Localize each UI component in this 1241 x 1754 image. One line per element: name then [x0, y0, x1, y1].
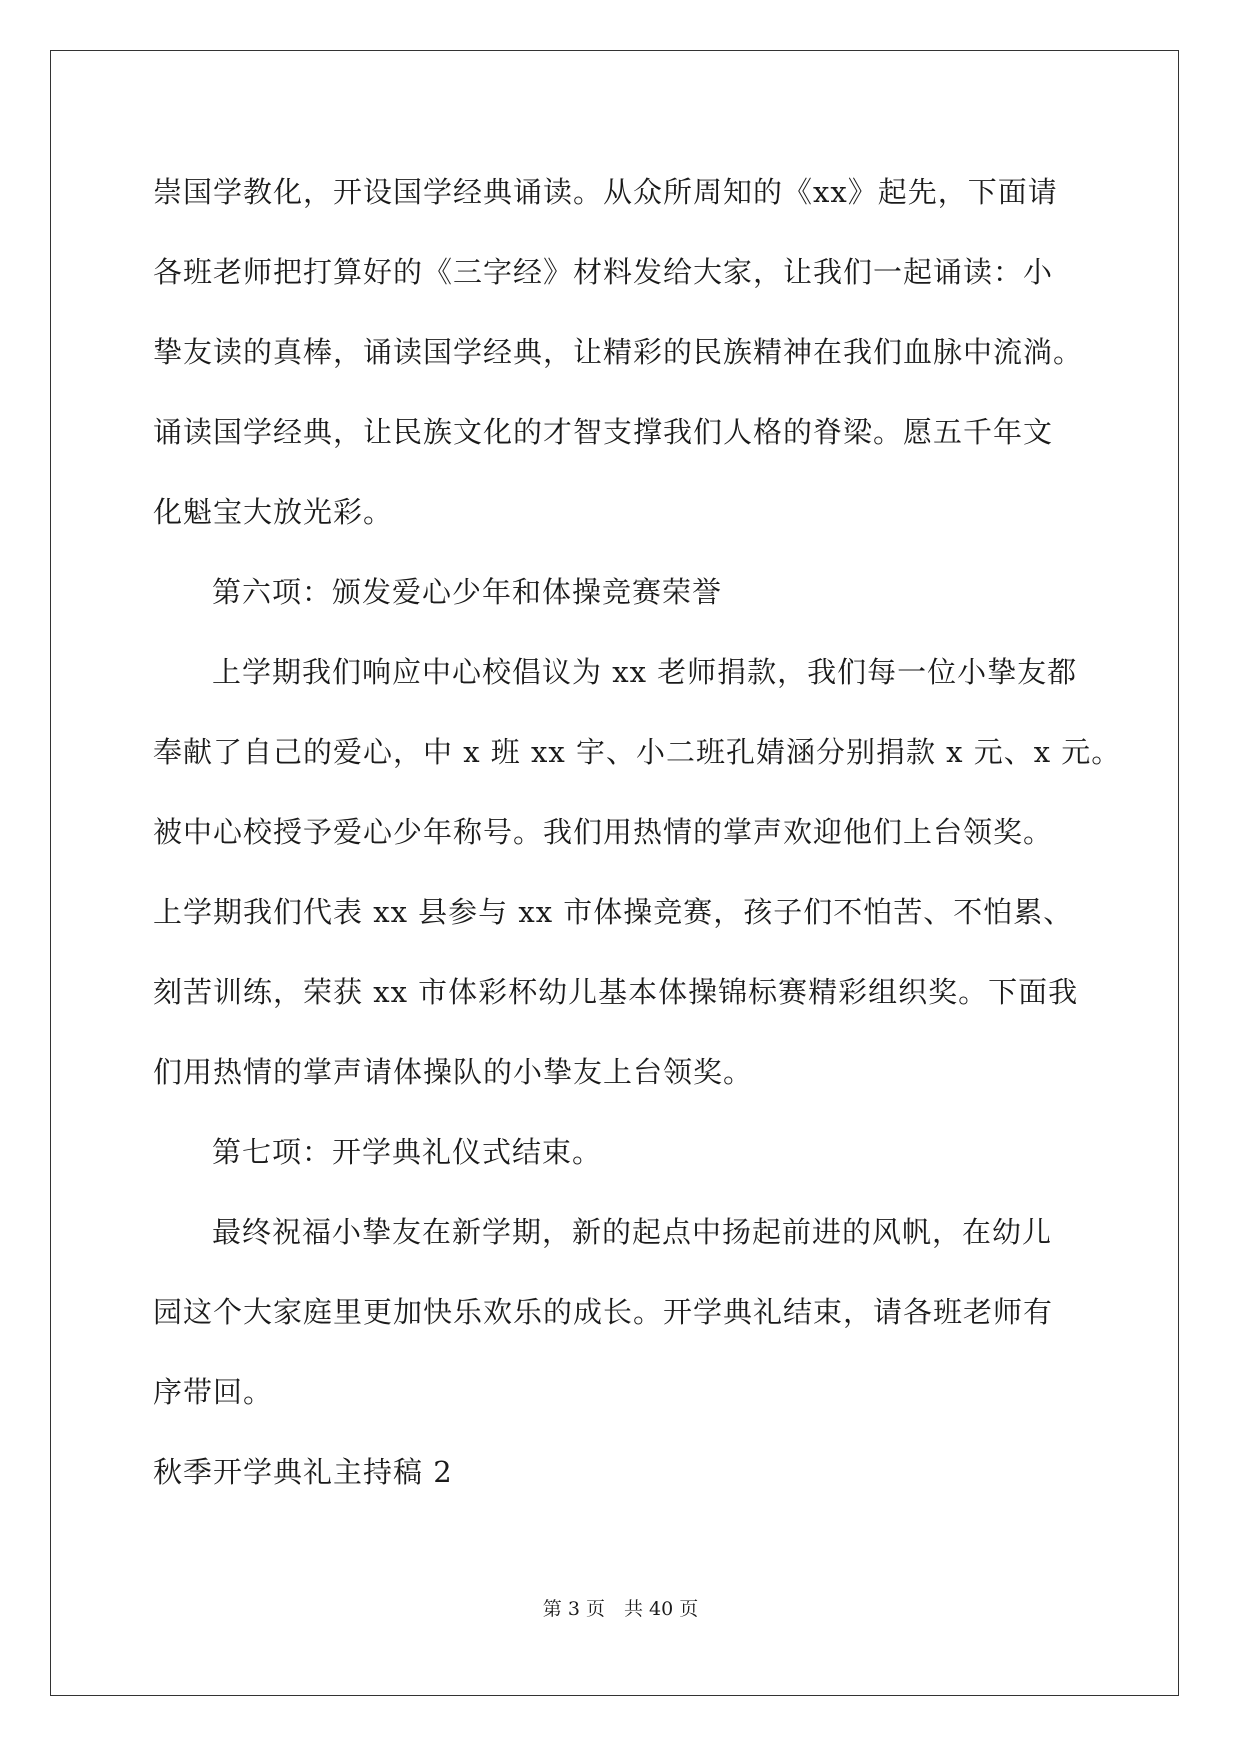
text-line: 序带回。	[153, 1375, 274, 1409]
page-border	[50, 50, 1179, 1696]
text-line: 被中心校授予爱心少年称号。我们用热情的掌声欢迎他们上台领奖。	[153, 815, 1054, 849]
section-heading: 第六项：颁发爱心少年和体操竞赛荣誉	[212, 575, 723, 609]
text-line: 各班老师把打算好的《三字经》材料发给大家，让我们一起诵读：小	[153, 255, 1054, 289]
section-heading: 第七项：开学典礼仪式结束。	[212, 1135, 603, 1169]
text-line: 园这个大家庭里更加快乐欢乐的成长。开学典礼结束，请各班老师有	[153, 1295, 1054, 1329]
text-line: 挚友读的真棒，诵读国学经典，让精彩的民族精神在我们血脉中流淌。	[153, 335, 1084, 369]
section-title: 秋季开学典礼主持稿 2	[153, 1455, 453, 1489]
text-line: 化魁宝大放光彩。	[153, 495, 394, 529]
text-line: 最终祝福小挚友在新学期，新的起点中扬起前进的风帆，在幼儿	[212, 1215, 1053, 1249]
text-line: 刻苦训练，荣获 xx 市体彩杯幼儿基本体操锦标赛精彩组织奖。下面我	[153, 975, 1079, 1009]
text-line: 上学期我们响应中心校倡议为 xx 老师捐款，我们每一位小挚友都	[212, 655, 1078, 689]
text-line: 上学期我们代表 xx 县参与 xx 市体操竞赛，孩子们不怕苦、不怕累、	[153, 895, 1074, 929]
text-line: 诵读国学经典，让民族文化的才智支撑我们人格的脊梁。愿五千年文	[153, 415, 1054, 449]
page-number-footer: 第 3 页 共 40 页	[542, 1598, 699, 1620]
text-line: 崇国学教化，开设国学经典诵读。从众所周知的《xx》起先，下面请	[153, 175, 1058, 209]
text-line: 奉献了自己的爱心，中 x 班 xx 宇、小二班孔婧涵分别捐款 x 元、x 元。	[153, 735, 1122, 769]
text-line: 们用热情的掌声请体操队的小挚友上台领奖。	[153, 1055, 754, 1089]
